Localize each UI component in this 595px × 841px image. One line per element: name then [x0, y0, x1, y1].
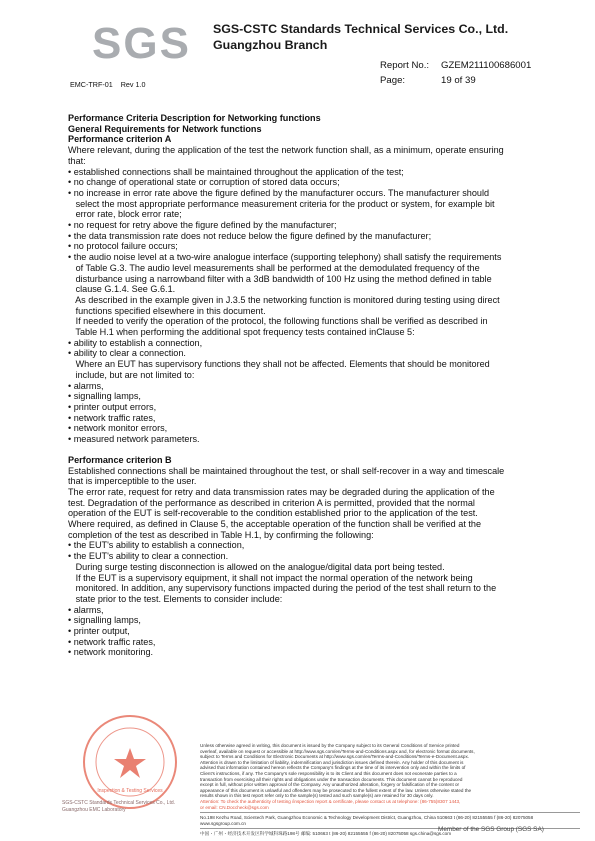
- stamp-text: Inspection & Testing Services: [97, 788, 163, 794]
- criterion-b-line: test. Degradation of the performance as described in criterion A is permitted, provided that the normal: [68, 497, 475, 508]
- criterion-a-line: • ability to establish a connection,: [68, 337, 203, 348]
- legal-line: results shown in this test report refer only to the sample(s) tested and such sample(s) are retained for 30 days only.: [200, 793, 434, 799]
- sgs-logo: SGS: [92, 19, 191, 68]
- criterion-a-line: Where an EUT has supervisory functions they shall not be affected. Elements that should be monitored: [68, 359, 490, 370]
- report-no-value: GZEM211100686001: [441, 60, 532, 71]
- criterion-a-line: • alarms,: [68, 380, 104, 391]
- criterion-a-line: Where relevant, during the application of the test the network function shall, as a minimum, operate ensuring: [68, 145, 504, 156]
- company-name: SGS-CSTC Standards Technical Services Co., Ltd.: [213, 22, 509, 36]
- legal-line: appearance of this document is unlawful and offenders may be prosecuted to the fullest extent of the law. Unless otherwise stated the: [200, 787, 472, 793]
- criterion-a-line: • network monitor errors,: [68, 423, 168, 434]
- sgs-group-member: Member of the SGS Group (SGS SA): [438, 826, 544, 833]
- criterion-b-line: If the EUT is a supervisory equipment, it shall not impact the normal operation of the network being: [68, 572, 473, 583]
- attention-line-2: or email: CN.Doccheck@sgs.com: [200, 804, 269, 810]
- criterion-a-line: If needed to verify the operation of the protocol, the following functions shall be verified as described in: [68, 316, 488, 327]
- criterion-a-line: • printer output errors,: [68, 401, 157, 412]
- criterion-a-line: • no request for retry above the figure defined by the manufacturer;: [68, 220, 337, 231]
- stamp-caption-line-1: SGS-CSTC Standards Technical Services Co., Ltd.: [62, 800, 176, 806]
- report-no-label: Report No.:: [380, 60, 430, 71]
- criterion-a-line: Table H.1 when performing the additional spot frequency tests contained inClause 5:: [68, 327, 415, 338]
- attention-line: Attention: To check the authenticity of testing /inspection report & certificate, please contact us at telephone: (86-755)8307 1443,: [200, 798, 461, 804]
- page-value: 19 of 39: [441, 75, 476, 86]
- legal-line: Unless otherwise agreed in writing, this document is issued by the Company subject to its General Conditions of Service printed: [200, 743, 460, 748]
- criterion-a-line: disturbance using a narrowband filter with a 3dB bandwidth of 100 Hz using the method defined in table: [68, 273, 492, 284]
- criterion-b-line: The error rate, request for retry and data transmission rates may be degraded during the application of the: [68, 486, 495, 497]
- criterion-a-line: of Table G.3. The audio level measurements shall be performed at the demodulated frequency of the: [68, 262, 480, 273]
- criterion-b-line: • the EUT's ability to clear a connection.: [68, 551, 229, 562]
- criterion-a-line: • measured network parameters.: [68, 434, 200, 445]
- criterion-b-line: • alarms,: [68, 604, 104, 615]
- criterion-a-heading: Performance criterion A: [68, 134, 172, 145]
- legal-notice: [200, 743, 580, 837]
- criterion-a-text: [68, 145, 558, 445]
- criterion-b-text: [68, 466, 558, 659]
- legal-line: overleaf, available on request or accessible at http://www.sgs.com/en/Terms-and-Conditions.aspx and, for electronic format documents,: [200, 748, 475, 754]
- criterion-b-line: • printer output,: [68, 626, 130, 637]
- stamp-caption: [62, 800, 175, 814]
- criterion-b-line: Where required, as defined in Clause 5, the acceptable operation of the function shall be verified at the: [68, 519, 482, 530]
- criterion-b-line: During surge testing disconnection is allowed on the analogue/digital data port being tested.: [68, 561, 445, 572]
- criterion-b-heading: Performance criterion B: [68, 454, 172, 465]
- legal-line: Client's instructions, if any. The Company's sole responsibility is to its Client and this document does not exonerate parties to a: [200, 770, 457, 776]
- criterion-b-line: state prior to the test. Elements to consider include:: [68, 593, 283, 604]
- criterion-b-line: • network traffic rates,: [68, 636, 156, 647]
- criterion-b-line: • network monitoring.: [68, 647, 154, 658]
- criterion-a-line: • network traffic rates,: [68, 412, 156, 423]
- address-cn: 中国・广州・经济技术开发区科学城科珠路198号 邮编: 510663 t (86-20) 82155555 f (86-20) 82075058 sgs.china@sgs.com: [200, 828, 580, 837]
- criterion-b-line: completion of the test as described in Table H.1, by confirming the following:: [68, 529, 374, 540]
- legal-line: advised that information contained hereon reflects the Company's findings at the time of its intervention only and within the limits of: [200, 765, 466, 771]
- criterion-a-line: • no protocol failure occurs;: [68, 241, 178, 252]
- criterion-b-line: operation of the EUT is self-recoverable to the condition established prior to the application of the test.: [68, 508, 478, 519]
- form-code: [70, 80, 146, 89]
- criterion-b-line: Established connections shall be maintained throughout the test, or shall self-recover in a way and timescale: [68, 465, 505, 476]
- legal-line: subject to Terms and Conditions for Electronic Documents at http://www.sgs.com/en/Terms-and-Conditions/Terms-e-Document.aspx.: [200, 754, 470, 760]
- criterion-a-line: • the data transmission rate does not reduce below the figure defined by the manufacturer;: [68, 230, 432, 241]
- criterion-a-line: that:: [68, 155, 86, 166]
- criterion-a-line: As described in the example given in J.3.5 the networking function is monitored during testing using direct: [68, 294, 500, 305]
- criterion-b-line: that is imperceptible to the user.: [68, 476, 197, 487]
- legal-line: except in full, without prior written approval of the Company. Any unauthorized alteration, forgery or falsification of the content or: [200, 782, 460, 788]
- document-body: [68, 113, 558, 658]
- legal-lines: [200, 743, 580, 799]
- section-subtitle: General Requirements for Network functions: [68, 123, 262, 134]
- criterion-a-line: • the audio noise level at a two-wire analogue interface (supporting telephony) shall satisfy the requirements: [68, 252, 502, 263]
- address-en: No.198 Kezhu Road, Scientech Park, Guangzhou Economic & Technology Development District, Guangzhou, China 510663 t (86-20) 82155555 f (86-20) 82075058 www.sgsgroup.com.cn: [200, 812, 580, 826]
- criterion-a-line: select the most appropriate performance measurement criteria for the product or system, for example bit: [68, 198, 495, 209]
- criterion-b-line: • the EUT's ability to establish a connection,: [68, 540, 245, 551]
- inspection-stamp-icon: [80, 712, 180, 812]
- branch-name: Guangzhou Branch: [213, 38, 328, 52]
- stamp-caption-line-2: Guangzhou EMC Laboratory: [62, 807, 126, 813]
- form-revision: Rev 1.0: [120, 80, 146, 89]
- legal-line: Attention is drawn to the limitation of liability, indemnification and jurisdiction issues defined therein. Any holder of this document is: [200, 759, 464, 765]
- criterion-a-line: • established connections shall be maintained throughout the application of the test;: [68, 166, 404, 177]
- page-label: Page:: [380, 75, 406, 86]
- criterion-b-line: monitored. In addition, any supervisory functions impacted during the period of the test shall return to the: [68, 583, 497, 594]
- form-code-id: EMC-TRF-01: [70, 80, 113, 89]
- criterion-a-line: clause G.1.4. See G.6.1.: [68, 284, 176, 295]
- criterion-a-line: include, but are not limited to:: [68, 369, 195, 380]
- section-title: Performance Criteria Description for Networking functions: [68, 113, 321, 123]
- criterion-a-line: • ability to clear a connection.: [68, 348, 186, 359]
- criterion-a-line: functions specified elsewhere in this document.: [68, 305, 266, 316]
- criterion-b-line: • signalling lamps,: [68, 615, 141, 626]
- criterion-a-line: • no change of operational state or corruption of stored data occurs;: [68, 177, 340, 188]
- criterion-a-line: error rate, block error rate;: [68, 209, 182, 220]
- criterion-a-line: • signalling lamps,: [68, 391, 141, 402]
- legal-line: transaction from exercising all their rights and obligations under the transaction documents. This document cannot be reproduced: [200, 776, 463, 782]
- criterion-a-line: • no increase in error rate above the figure defined by the manufacturer occurs. The manufacturer should: [68, 187, 490, 198]
